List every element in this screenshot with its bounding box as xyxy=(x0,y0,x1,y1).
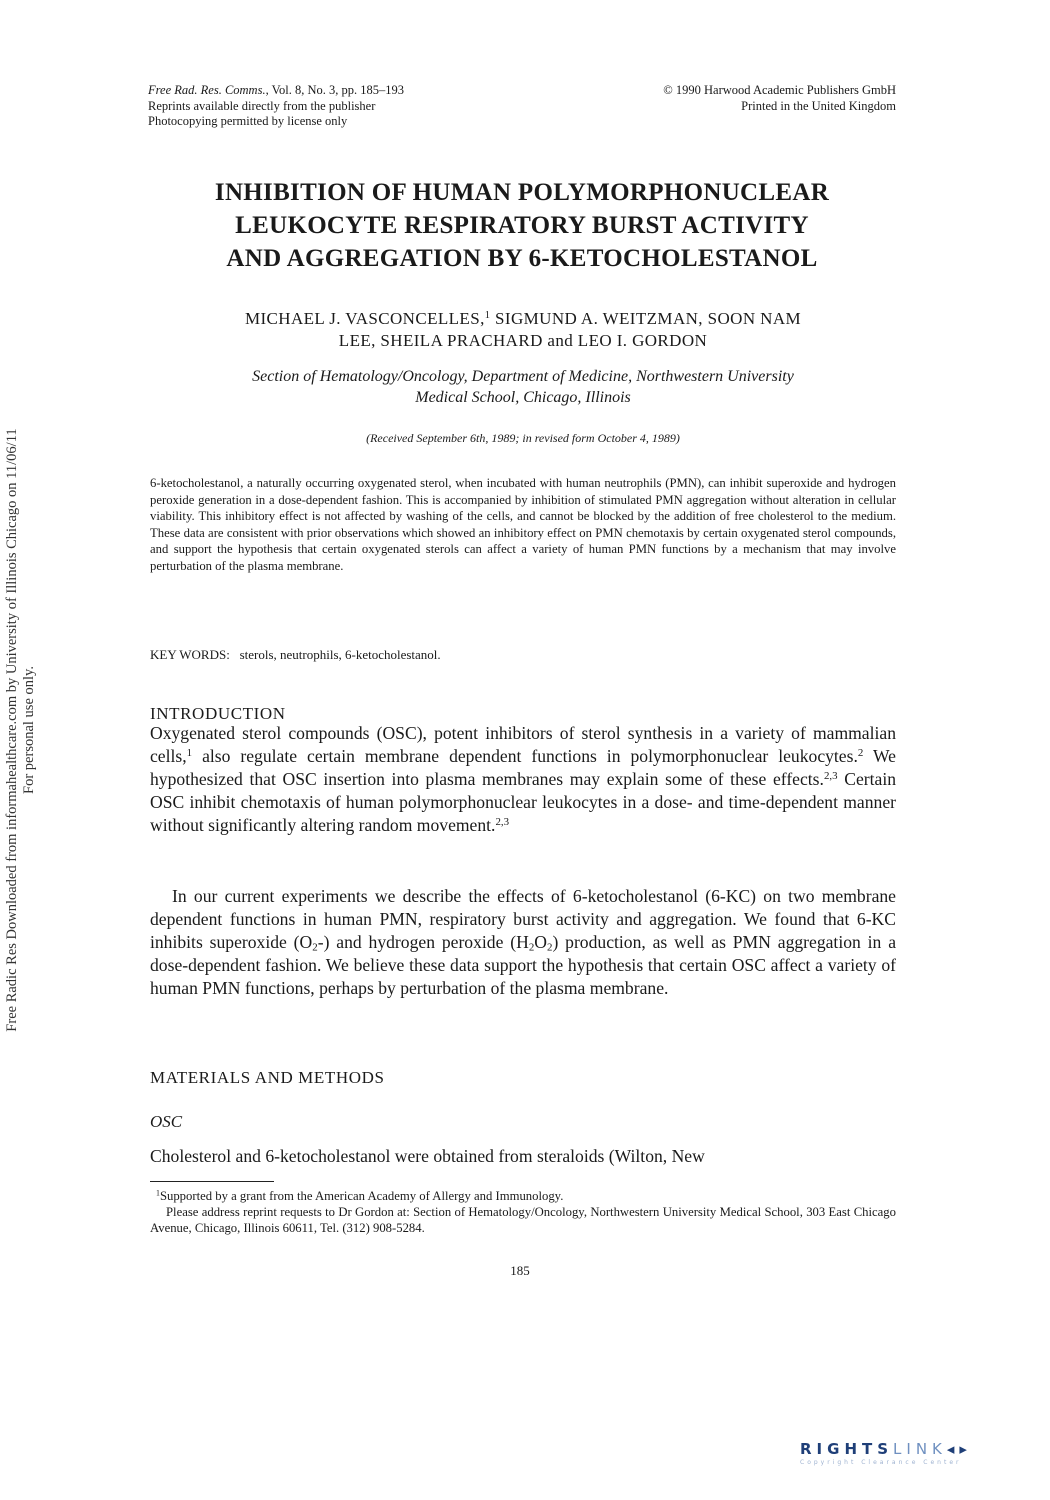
intro-paragraph-2: In our current experiments we describe the effects of 6-ketocholestanol (6-KC) on two membrane dependent functions in human PMN, respiratory burst activity and aggregation. We found that 6-KC inhibits superoxide $(O_2-)$ and hydrogen peroxide $(H_2O_2)$ production, as well as PMN aggregation in a dose-dependent fashion. We believe these data support the hypothesis that certain OSC affect a variety of human PMN functions, perhaps by perturbation of the plasma membrane. xyxy=(150,886,897,998)
footnote-1: $^1$Supported by a grant from the American Academy of Allergy and Immunology. xyxy=(156,1188,564,1203)
reprints-note: Reprints available directly from the publisher xyxy=(148,98,376,113)
keywords-label: KEY WORDS: xyxy=(150,647,230,662)
page-number: 185 xyxy=(510,1263,530,1278)
rightslink-logo xyxy=(800,1440,1030,1480)
footnotes xyxy=(150,1188,896,1236)
abstract: 6-ketocholestanol, a naturally occurring oxygenated sterol, when incubated with human neutrophils (PMN), can inhibit superoxide and hydrogen peroxide generation in a dose-dependent fashion. This is accompanied by inhibition of stimulated PMN aggregation without alteration in cellular viability. This inhibitory effect is not affected by washing of the cells, and cannot be blocked by the addition of free cholesterol to the medium. These data are consistent with prior observations which showed an inhibitory effect on PMN chemotaxis by certain oxygenated sterol compounds, and support the hypothesis that certain oxygenated sterols can affect a variety of human PMN functions by a mechanism that may involve perturbation of the plasma membrane. xyxy=(150,476,896,573)
received-dates: (Received September 6th, 1989; in revised form October 4, 1989) xyxy=(366,431,680,445)
methods-paragraph-1: Cholesterol and 6-ketocholestanol were obtained from steraloids (Wilton, New xyxy=(150,1146,705,1166)
section-heading-methods: MATERIALS AND METHODS xyxy=(150,1068,385,1087)
header-left xyxy=(148,83,568,130)
journal-name: Free Rad. Res. Comms. xyxy=(148,83,266,97)
footnote-2: Please address reprint requests to Dr Gordon at: Section of Hematology/Oncology, Northwestern University Medical School, 303 East Chicago Avenue, Chicago, Illinois 60611, Tel. (312) 908-5284. xyxy=(150,1205,896,1235)
keywords-value: sterols, neutrophils, 6-ketocholestanol. xyxy=(239,647,441,662)
intro-paragraph-1: Oxygenated sterol compounds (OSC), potent inhibitors of sterol synthesis in a variety of mammalian cells,$^1$ also regulate certain membrane dependent functions in polymorphonuclear leukocytes.$^2$ We hypothesized that OSC insertion into plasma membranes may explain some of these effects.$^{2,3}$ Certain OSC inhibit chemotaxis of human polymorphonuclear leukocytes in a dose- and time-dependent manner without significantly altering random movement.$^{2,3}$ xyxy=(150,723,896,835)
affiliation: Section of Hematology/Oncology, Department of Medicine, Northwestern University Medical School, Chicago, Illinois xyxy=(252,368,794,406)
journal-citation: Free Rad. Res. Comms., Vol. 8, No. 3, pp. 185–193 xyxy=(148,83,405,97)
logo-link-text: LINK xyxy=(893,1440,947,1458)
logo-tagline: Copyright Clearance Center xyxy=(800,1459,962,1466)
footnote-divider xyxy=(150,1181,274,1182)
author-list: MICHAEL J. VASCONCELLES,$^1$ SIGMUND A. WEITZMAN, SOON NAM LEE, SHEILA PRACHARD and LEO I. GORDON xyxy=(244,309,802,350)
download-note-line1: Free Radic Res Downloaded from informahealthcare.com by University of Illinois Chicago on 11/06/11 xyxy=(4,428,20,1032)
copyright-line: © 1990 Harwood Academic Publishers GmbH xyxy=(663,83,896,97)
section-heading-introduction: INTRODUCTION xyxy=(150,704,286,723)
header-right xyxy=(600,83,896,114)
printed-line: Printed in the United Kingdom xyxy=(741,98,896,113)
footnote-marker: 1 xyxy=(484,310,491,322)
keywords xyxy=(150,647,896,663)
article-title: INHIBITION OF HUMAN POLYMORPHONUCLEAR LEUKOCYTE RESPIRATORY BURST ACTIVITY AND AGGREGATION BY 6-KETOCHOLESTANOL xyxy=(214,179,830,272)
rightslink-arrows-icon: ◂▸ xyxy=(946,1440,972,1458)
logo-rights-text: RIGHTS xyxy=(800,1440,894,1458)
download-note-line2: For personal use only. xyxy=(21,666,37,794)
subsection-heading-osc: OSC xyxy=(150,1112,183,1131)
side-download-note xyxy=(0,0,46,1500)
photocopy-note: Photocopying permitted by license only xyxy=(148,114,348,128)
